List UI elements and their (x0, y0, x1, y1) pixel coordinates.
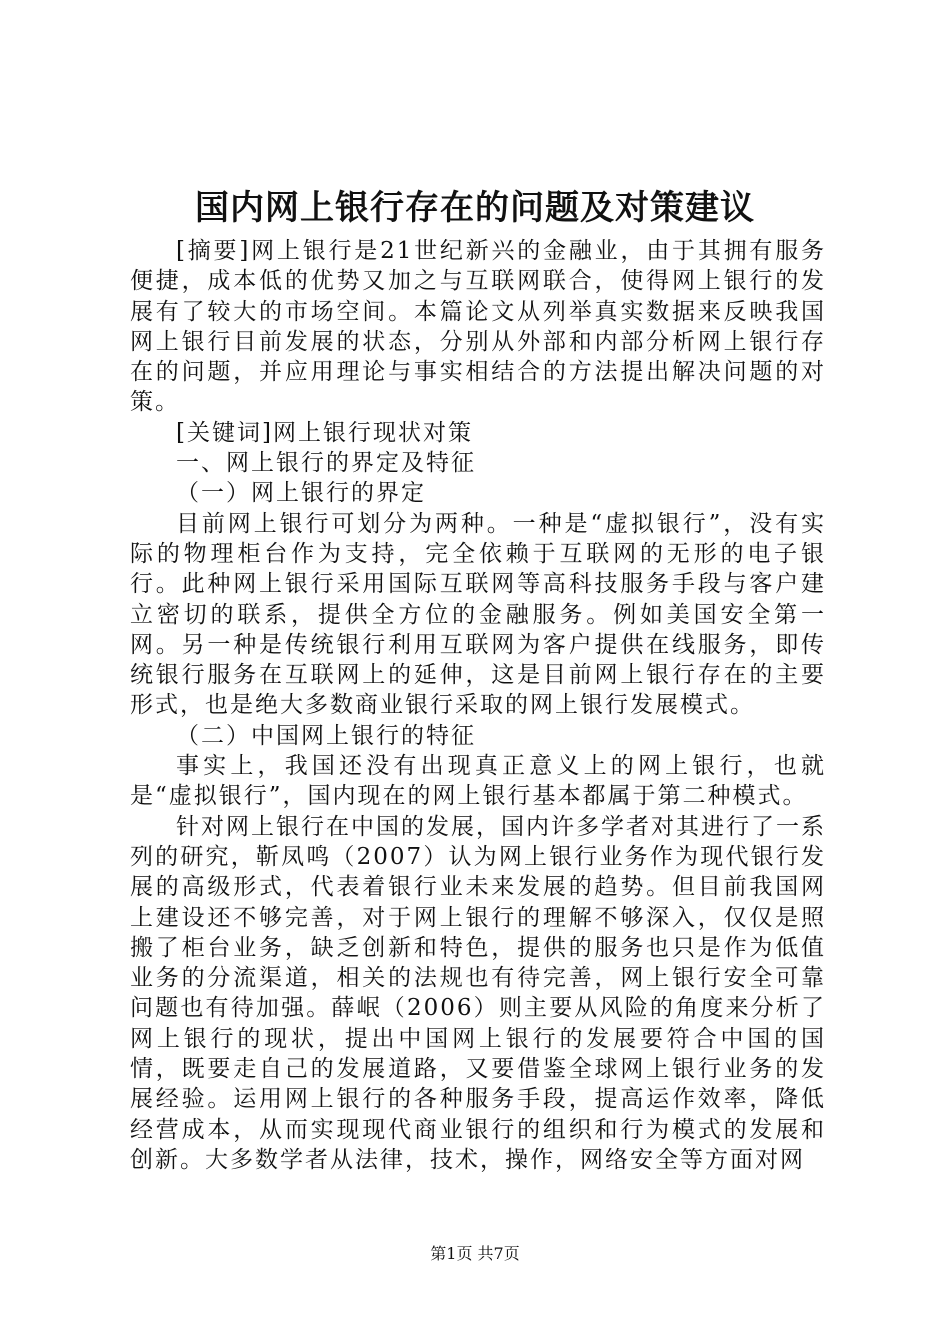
subsection-heading-1: （一）网上银行的界定 (176, 480, 426, 507)
body-paragraph: 事实上，我国还没有出现真正意义上的网上银行，也就是“虚拟银行”，国内现在的网上银行基本都属于第二种模式。 (130, 753, 826, 810)
keywords-paragraph: [关键词]网上银行现状对策 (176, 419, 473, 446)
document-title: 国内网上银行存在的问题及对策建议 (195, 188, 755, 228)
body-paragraph: 目前网上银行可划分为两种。一种是“虚拟银行”，没有实际的物理柜台作为支持，完全依赖于互联网的无形的电子银行。此种网上银行采用国际互联网等高科技服务手段与客户建立密切的联系，提供全方位的金融服务。例如美国安全第一网。另一种是传统银行利用互联网为客户提供在线服务，即传统银行服务在互联网上的延伸，这是目前网上银行存在的主要形式，也是绝大多数商业银行采取的网上银行发展模式。 (130, 510, 826, 719)
abstract-paragraph: [摘要]网上银行是21世纪新兴的金融业，由于其拥有服务便捷，成本低的优势又加之与互联网联合，使得网上银行的发展有了较大的市场空间。本篇论文从列举真实数据来反映我国网上银行目前发展的状态，分别从外部和内部分析网上银行存在的问题，并应用理论与事实相结合的方法提出解决问题的对策。 (130, 238, 826, 416)
document-body (130, 236, 826, 1175)
body-paragraph: 针对网上银行在中国的发展，国内许多学者对其进行了一系列的研究，靳凤鸣（2007）认为网上银行业务作为现代银行发展的高级形式，代表着银行业未来发展的趋势。但目前我国网上建设还不够完善，对于网上银行的理解不够深入，仅仅是照搬了柜台业务，缺乏创新和特色，提供的服务也只是作为低值业务的分流渠道，相关的法规也有待完善，网上银行安全可靠问题也有待加强。薛岷（2006）则主要从风险的角度来分析了网上银行的现状，提出中国网上银行的发展要符合中国的国情，既要走自己的发展道路，又要借鉴全球网上银行业务的发展经验。运用网上银行的各种服务手段，提高运作效率，降低经营成本，从而实现现代商业银行的组织和行为模式的发展和创新。大多数学者从法律，技术，操作，网络安全等方面对网 (130, 813, 826, 1173)
subsection-heading-2: （二）中国网上银行的特征 (176, 722, 476, 749)
section-heading-1: 一、网上银行的界定及特征 (176, 450, 476, 477)
page-footer: 第1页 共7页 (430, 1244, 520, 1263)
